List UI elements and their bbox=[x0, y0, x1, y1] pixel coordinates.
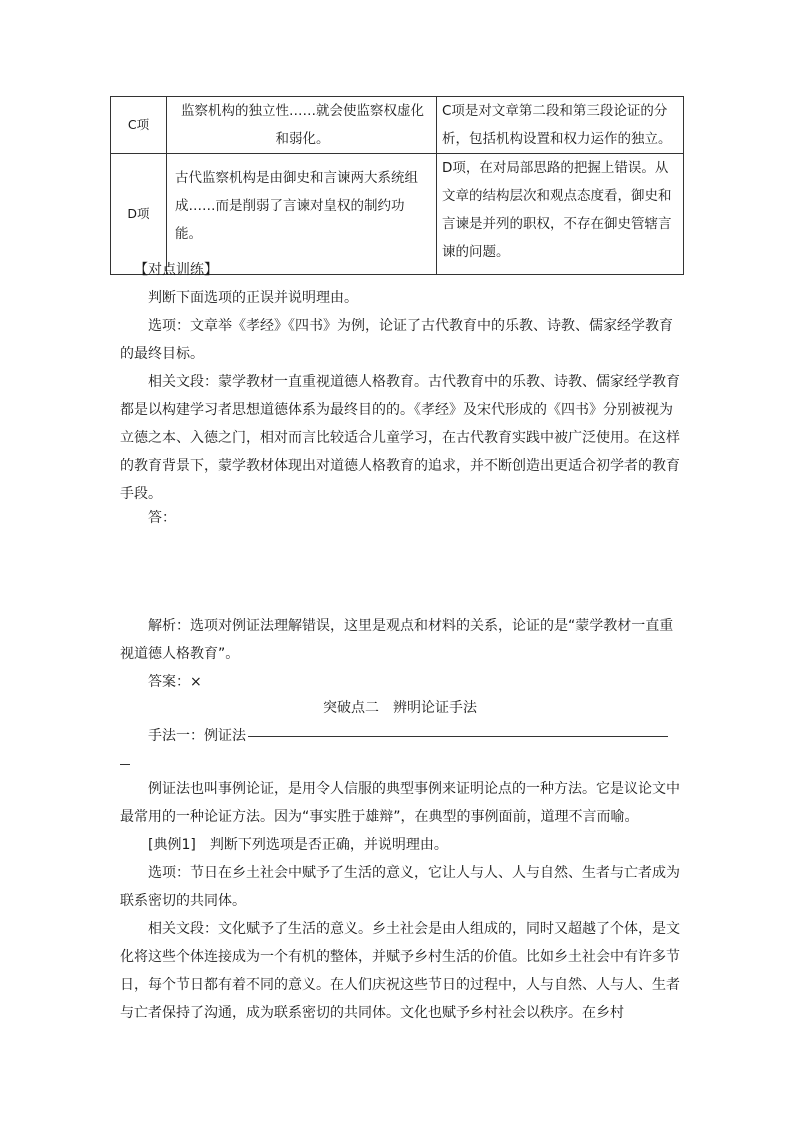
method-title bbox=[148, 722, 668, 750]
practice-title: 【对点训练】 bbox=[134, 262, 218, 278]
example-label: [典例1] 判断下列选项是否正确，并说明理由。 bbox=[148, 837, 448, 853]
table-row bbox=[111, 97, 684, 154]
option-analysis: C项是对文章第二段和第三段论证的分析，包括机构设置和权力运作的独立。 bbox=[437, 97, 684, 154]
option-label: C项 bbox=[111, 97, 167, 154]
practice-option: 选项：文章举《孝经》《四书》为例，论证了古代教育中的乐教、诗教、儒家经学教育的最终目标。 bbox=[120, 318, 673, 362]
practice-passage: 相关文段：蒙学教材一直重视道德人格教育。古代教育中的乐教、诗教、儒家经学教育都是以构建学习者思想道德体系为最终目的的。《孝经》及宋代形成的《四书》分别被视为立德之本、入德之门，相对而言比较适合儿童学习，在古代教育实践中被广泛使用。在这样的教育背景下，蒙学教材体现出对道德人格教育的追求，并不断创造出更适合初学者的教育手段。 bbox=[120, 374, 680, 502]
comparison-table bbox=[110, 96, 684, 275]
option-label: D项 bbox=[111, 154, 167, 275]
method-intro: 例证法也叫事例论证，是用令人信服的典型事例来证明论点的一种方法。它是议论文中最常用的一种论证方法。因为“事实胜于雄辩”，在典型的事例面前，道理不言而喻。 bbox=[120, 781, 680, 825]
rule-line-continued bbox=[120, 764, 130, 765]
practice-analysis: 解析：选项对例证法理解错误，这里是观点和材料的关系，论证的是“蒙学教材一直重视道德人格教育”。 bbox=[120, 618, 674, 662]
method-label: 手法一：例证法 bbox=[148, 728, 246, 744]
answer-label: 答： bbox=[148, 510, 176, 526]
option-analysis: D项，在对局部思路的把握上错误。从文章的结构层次和观点态度看，御史和言谏是并列的职权，不存在御史管辖言谏的问题。 bbox=[437, 154, 684, 275]
practice-answer: 答案：× bbox=[148, 674, 202, 690]
practice-instruction: 判断下面选项的正误并说明理由。 bbox=[148, 290, 358, 306]
rule-line bbox=[248, 736, 668, 737]
option-text: 监察机构的独立性……就会使监察权虚化和弱化。 bbox=[167, 97, 437, 154]
section-heading: 突破点二 辨明论证手法 bbox=[323, 700, 477, 716]
example-passage: 相关文段：文化赋予了生活的意义。乡土社会是由人组成的，同时又超越了个体，是文化将这些个体连接成为一个有机的整体，并赋予乡村生活的价值。比如乡土社会中有许多节日，每个节日都有着不同的意义。在人们庆祝这些节日的过程中，人与自然、人与人、生者与亡者保持了沟通，成为联系密切的共同体。文化也赋予乡村社会以秩序。在乡村 bbox=[120, 921, 680, 1021]
example-option: 选项：节日在乡土社会中赋予了生活的意义，它让人与人、人与自然、生者与亡者成为联系密切的共同体。 bbox=[120, 865, 680, 909]
option-text: 古代监察机构是由御史和言谏两大系统组成……而是削弱了言谏对皇权的制约功能。 bbox=[167, 154, 437, 275]
